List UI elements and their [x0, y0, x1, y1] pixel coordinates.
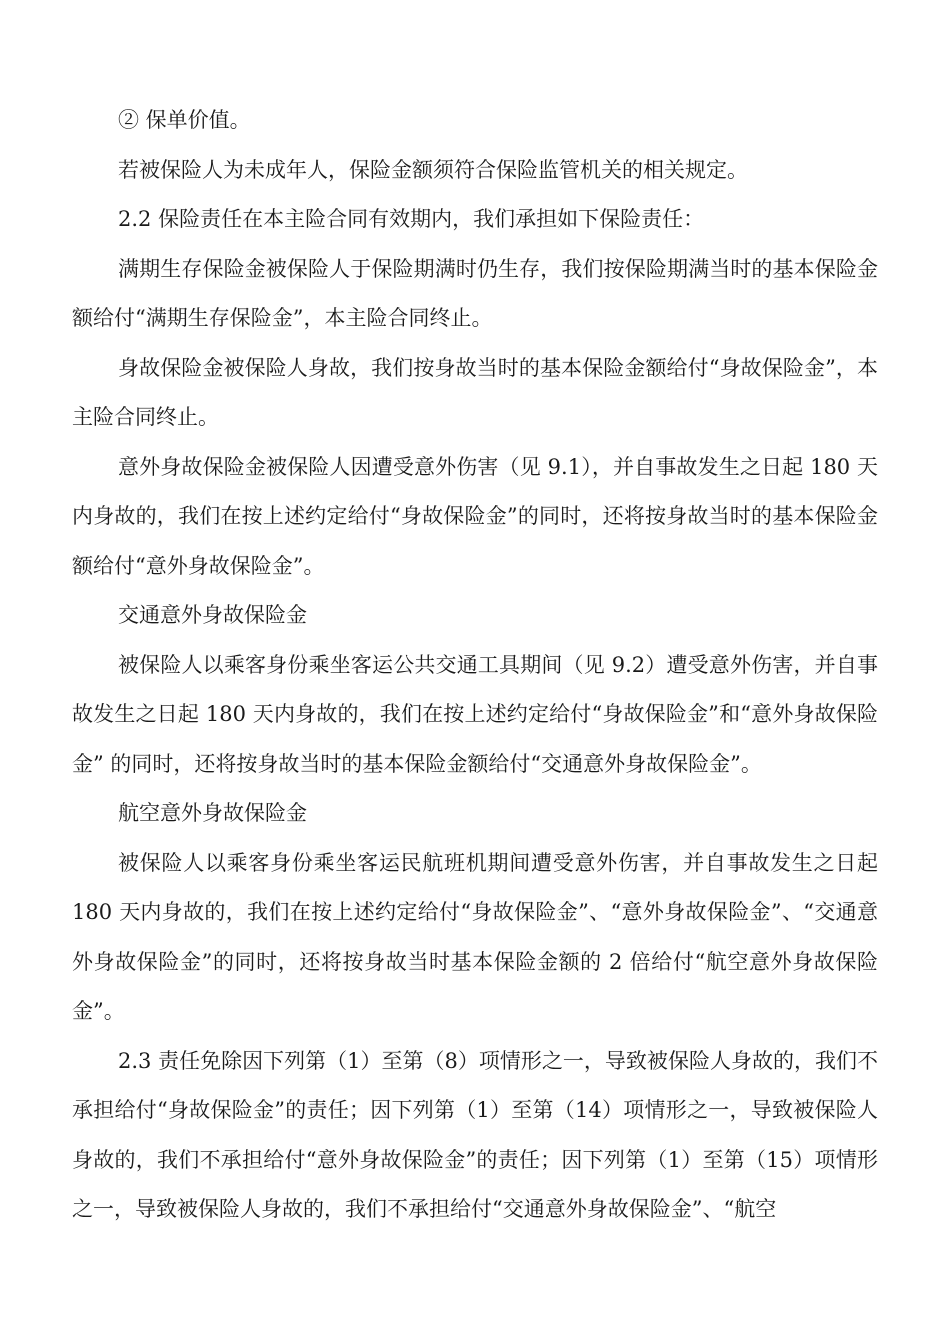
paragraph-aviation-accident-death-benefit: 被保险人以乘客身份乘坐客运民航班机期间遭受意外伤害，并自事故发生之日起 180 天内身故的，我们在按上述约定给付“身故保险金”、“意外身故保险金”、“交通意外身故保险金”的同时，还将按身故当时基本保险金额的 2 倍给付“航空意外身故保险金”。: [72, 850, 878, 1023]
heading-traffic-accident-death-benefit: 交通意外身故保险金: [118, 603, 307, 627]
paragraph-accidental-death-benefit: 意外身故保险金被保险人因遭受意外伤害（见 9.1），并自事故发生之日起 180 天内身故的，我们在按上述约定给付“身故保险金”的同时，还将按身故当时的基本保险金额给付“意外身故保险金”。: [72, 454, 878, 578]
paragraph-minor-insured: 若被保险人为未成年人，保险金额须符合保险监管机关的相关规定。: [118, 157, 748, 182]
paragraph-exclusions: 2.3 责任免除因下列第（1）至第（8）项情形之一，导致被保险人身故的，我们不承担给付“身故保险金”的责任；因下列第（1）至第（14）项情形之一，导致被保险人身故的，我们不承担给付“意外身故保险金”的责任；因下列第（1）至第（15）项情形之一，导致被保险人身故的，我们不承担给付“交通意外身故保险金”、“航空: [72, 1048, 878, 1221]
paragraph-traffic-accident-death-benefit: 被保险人以乘客身份乘坐客运公共交通工具期间（见 9.2）遭受意外伤害，并自事故发生之日起 180 天内身故的，我们在按上述约定给付“身故保险金”和“意外身故保险金” 的同时，还将按身故当时的基本保险金额给付“交通意外身故保险金”。: [72, 652, 878, 776]
paragraph-policy-value: ② 保单价值。: [118, 108, 251, 132]
heading-insurance-liability: 2.2 保险责任在本主险合同有效期内，我们承担如下保险责任：: [118, 207, 705, 231]
document-body: [72, 96, 878, 1235]
paragraph-maturity-benefit: 满期生存保险金被保险人于保险期满时仍生存，我们按保险期满当时的基本保险金额给付“满期生存保险金”，本主险合同终止。: [72, 256, 878, 330]
heading-aviation-accident-death-benefit: 航空意外身故保险金: [118, 801, 307, 825]
paragraph-death-benefit: 身故保险金被保险人身故，我们按身故当时的基本保险金额给付“身故保险金”，本主险合同终止。: [72, 355, 878, 429]
